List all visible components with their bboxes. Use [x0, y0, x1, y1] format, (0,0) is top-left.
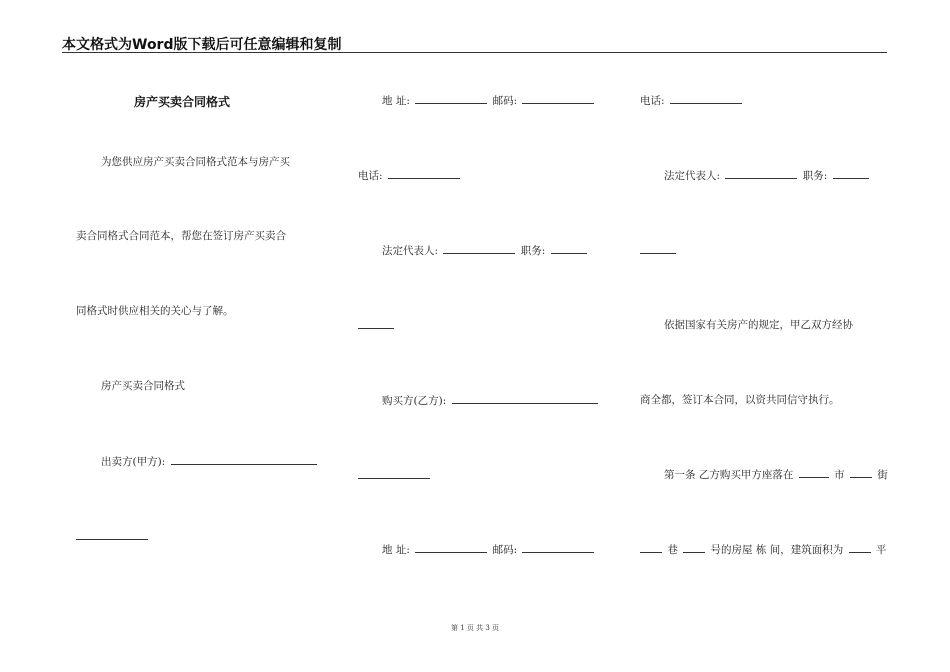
buyer-label: 购买方(乙方):	[382, 395, 447, 407]
postcode-label: 邮码:	[492, 95, 518, 107]
position-blank-2-cont	[640, 253, 676, 254]
buyer-blank	[452, 393, 598, 404]
seller-phone-line	[358, 168, 462, 183]
buyer-blank-cont	[358, 478, 430, 479]
intro-line-2: 卖合同格式合同范本，帮您在签订房产买卖合	[76, 230, 286, 242]
city-blank	[799, 467, 829, 478]
page-header: 本文格式为Word版下载后可任意编辑和复制	[62, 37, 342, 53]
address-label: 地 址:	[382, 95, 410, 107]
legal-rep-label: 法定代表人:	[382, 245, 439, 257]
area-blank	[849, 542, 871, 553]
address-blank-2	[415, 542, 487, 553]
article-1-street: 街	[877, 469, 888, 481]
postcode-blank-2	[522, 542, 594, 553]
article-1-lane: 巷	[667, 544, 678, 556]
phone-label: 电话:	[358, 170, 383, 182]
header-rule	[62, 52, 887, 53]
seller-address-line	[382, 93, 596, 108]
postcode-blank	[522, 93, 594, 104]
position-blank-2	[833, 168, 869, 179]
seller-blank-cont	[76, 539, 148, 540]
legal-rep-label-2: 法定代表人:	[664, 170, 721, 182]
article-1-line-1	[664, 467, 888, 482]
buyer-line	[382, 393, 600, 408]
article-1-city: 市	[834, 469, 845, 481]
article-1-line-2	[640, 542, 886, 557]
position-label: 职务:	[520, 245, 546, 257]
subtitle: 房产买卖合同格式	[101, 380, 185, 392]
article-1-text-a: 第一条 乙方购买甲方座落在	[664, 469, 794, 481]
buyer-phone-line	[640, 93, 744, 108]
legal-rep-blank-2	[725, 168, 797, 179]
doc-title: 房产买卖合同格式	[134, 95, 231, 109]
seller-legal-rep-line	[382, 243, 589, 258]
seller-line	[101, 454, 319, 469]
street-blank	[850, 467, 872, 478]
basis-line-2: 商全都，签订本合同，以资共同信守执行。	[640, 394, 840, 406]
number-blank	[683, 542, 705, 553]
position-blank-cont	[358, 328, 394, 329]
article-1-text-b: 号的房屋 栋 间，建筑面积为	[710, 544, 844, 556]
page-footer: 第 1 页 共 3 页	[450, 624, 500, 632]
basis-line-1: 依据国家有关房产的规定，甲乙双方经协	[664, 319, 853, 331]
article-1-ping: 平	[875, 544, 887, 556]
address-label-2: 地 址:	[382, 544, 410, 556]
buyer-legal-rep-line	[664, 168, 871, 183]
buyer-address-line	[382, 542, 596, 557]
position-label-2: 职务:	[802, 170, 828, 182]
intro-line-3: 同格式时供应相关的关心与了解。	[76, 305, 234, 317]
seller-blank	[171, 454, 317, 465]
phone-label-2: 电话:	[640, 95, 665, 107]
position-blank	[551, 243, 587, 254]
phone-blank-2	[670, 93, 742, 104]
seller-label: 出卖方(甲方):	[101, 456, 166, 468]
lane-blank	[640, 542, 662, 553]
postcode-label-2: 邮码:	[492, 544, 518, 556]
legal-rep-blank	[443, 243, 515, 254]
phone-blank	[388, 168, 460, 179]
intro-line-1: 为您供应房产买卖合同格式范本与房产买	[101, 156, 290, 168]
address-blank	[415, 93, 487, 104]
